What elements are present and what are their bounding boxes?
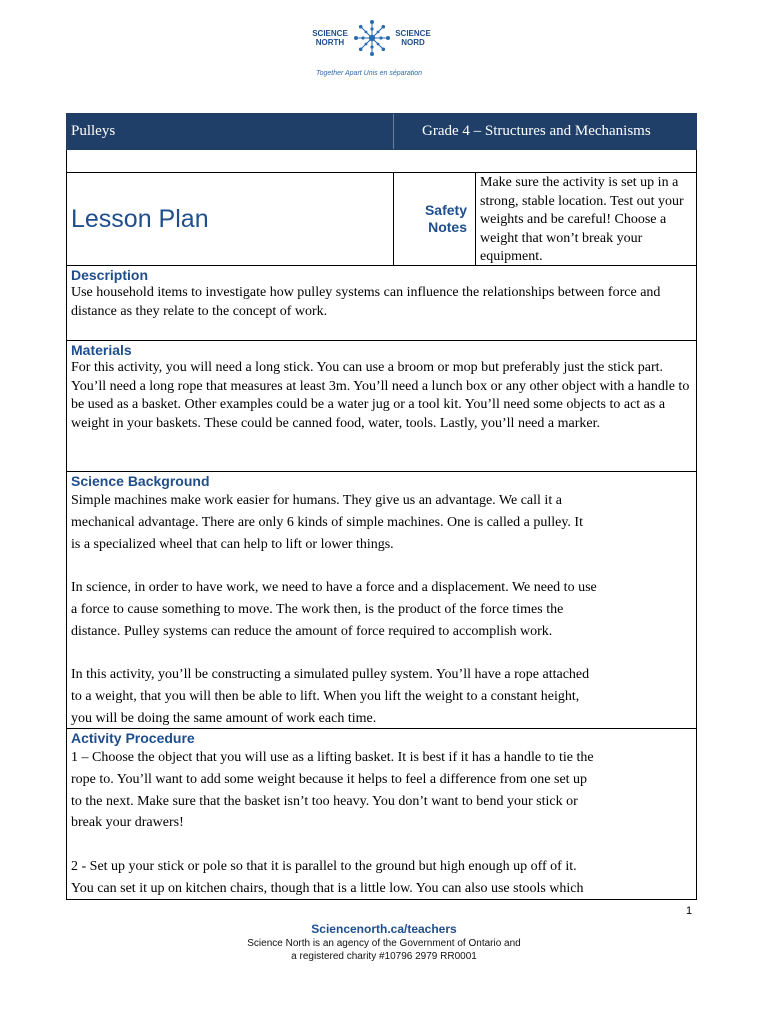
logo-french xyxy=(394,29,432,47)
snowflake-logo-icon xyxy=(350,16,394,60)
activity-procedure-section xyxy=(66,729,697,900)
science-background-heading: Science Background xyxy=(71,473,210,489)
lesson-table xyxy=(66,113,697,900)
background-line: Simple machines make work easier for humans. They give us an advantage. We call it a xyxy=(71,493,562,508)
background-line: is a specialized wheel that can help to lift or lower things. xyxy=(71,536,394,552)
footer-link[interactable]: Sciencenorth.ca/teachers xyxy=(311,922,457,936)
science-background-section xyxy=(66,472,697,729)
procedure-line: rope to. You’ll want to add some weight because it helps to feel a difference from one set up xyxy=(71,771,588,787)
procedure-line: break your drawers! xyxy=(71,815,184,831)
lesson-topic: Pulleys xyxy=(67,114,394,149)
activity-procedure-text xyxy=(71,747,692,900)
description-section xyxy=(66,266,697,341)
safety-notes-text: Make sure the activity is set up in a strong, stable location. Test out your weights and be careful! Choose a weight that won’t break your equipment. xyxy=(480,175,684,264)
materials-heading: Materials xyxy=(71,342,132,358)
footer-line-2: a registered charity #10796 2979 RR0001 xyxy=(291,951,477,962)
materials-section xyxy=(66,341,697,472)
description-heading: Description xyxy=(71,267,149,283)
background-line: distance. Pulley systems can reduce the amount of force required to accomplish work. xyxy=(71,623,553,639)
footer-line-1: Science North is an agency of the Government of Ontario and xyxy=(247,938,521,949)
materials-text: For this activity, you will need a long stick. You can use a broom or mop but preferably just the stick part. You’ll need a long rope that measures at least 3m. You’ll need a lunch box or any other object with a handle to be used as a basket. Other examples could be a water jug or a tool kit. You’ll need some objects to act as a weight in your baskets. These could be canned food, water, tools. Lastly, you’ll need a marker. xyxy=(71,360,690,431)
background-line: In science, in order to have work, we need to have a force and a displacement. We need to use xyxy=(71,580,597,596)
footer xyxy=(0,921,768,963)
science-background-text xyxy=(71,490,692,730)
logo-right-line1: SCIENCE xyxy=(395,29,431,38)
lesson-plan-title: Lesson Plan xyxy=(67,173,394,265)
description-text: Use household items to investigate how pulley systems can influence the relationships between force and distance as they relate to the concept of work. xyxy=(71,285,661,319)
tagline: Together Apart Unis en séparation xyxy=(315,70,423,77)
grade-unit: Grade 4 – Structures and Mechanisms xyxy=(422,123,651,139)
background-line: In this activity, you’ll be constructing a simulated pulley system. You’ll have a rope attached xyxy=(71,667,590,683)
procedure-line: 2 - Set up your stick or pole so that it is parallel to the ground but high enough up off of it. xyxy=(71,858,577,874)
background-line: to a weight, that you will then be able to lift. When you lift the weight to a constant height, xyxy=(71,689,580,705)
logo-row xyxy=(0,14,768,62)
logo-english xyxy=(311,29,349,47)
header-logo xyxy=(0,14,768,84)
title-bar xyxy=(66,113,697,150)
procedure-line: to the next. Make sure that the basket isn’t too heavy. You don’t want to bend your stick or xyxy=(71,793,578,809)
logo-right-line2: NORD xyxy=(401,38,425,47)
logo-left-line2: NORTH xyxy=(315,38,345,47)
activity-procedure-heading: Activity Procedure xyxy=(71,730,195,746)
lesson-plan-row xyxy=(66,173,697,266)
background-line: mechanical advantage. There are only 6 kinds of simple machines. One is called a pulley. It xyxy=(71,514,583,530)
logo-left-line1: SCIENCE xyxy=(312,29,348,38)
procedure-line: You can set it up on kitchen chairs, though that is a little low. You can also use stools which xyxy=(71,880,584,896)
page-number: 1 xyxy=(686,905,693,917)
spacer-row xyxy=(66,150,697,173)
safety-notes-label: Safety Notes xyxy=(394,173,476,265)
background-line: you will be doing the same amount of work each time. xyxy=(71,710,377,726)
procedure-line: 1 – Choose the object that you will use as a lifting basket. It is best if it has a handle to tie the xyxy=(71,750,594,765)
background-line: a force to cause something to move. The work then, is the product of the force times the xyxy=(71,601,564,617)
